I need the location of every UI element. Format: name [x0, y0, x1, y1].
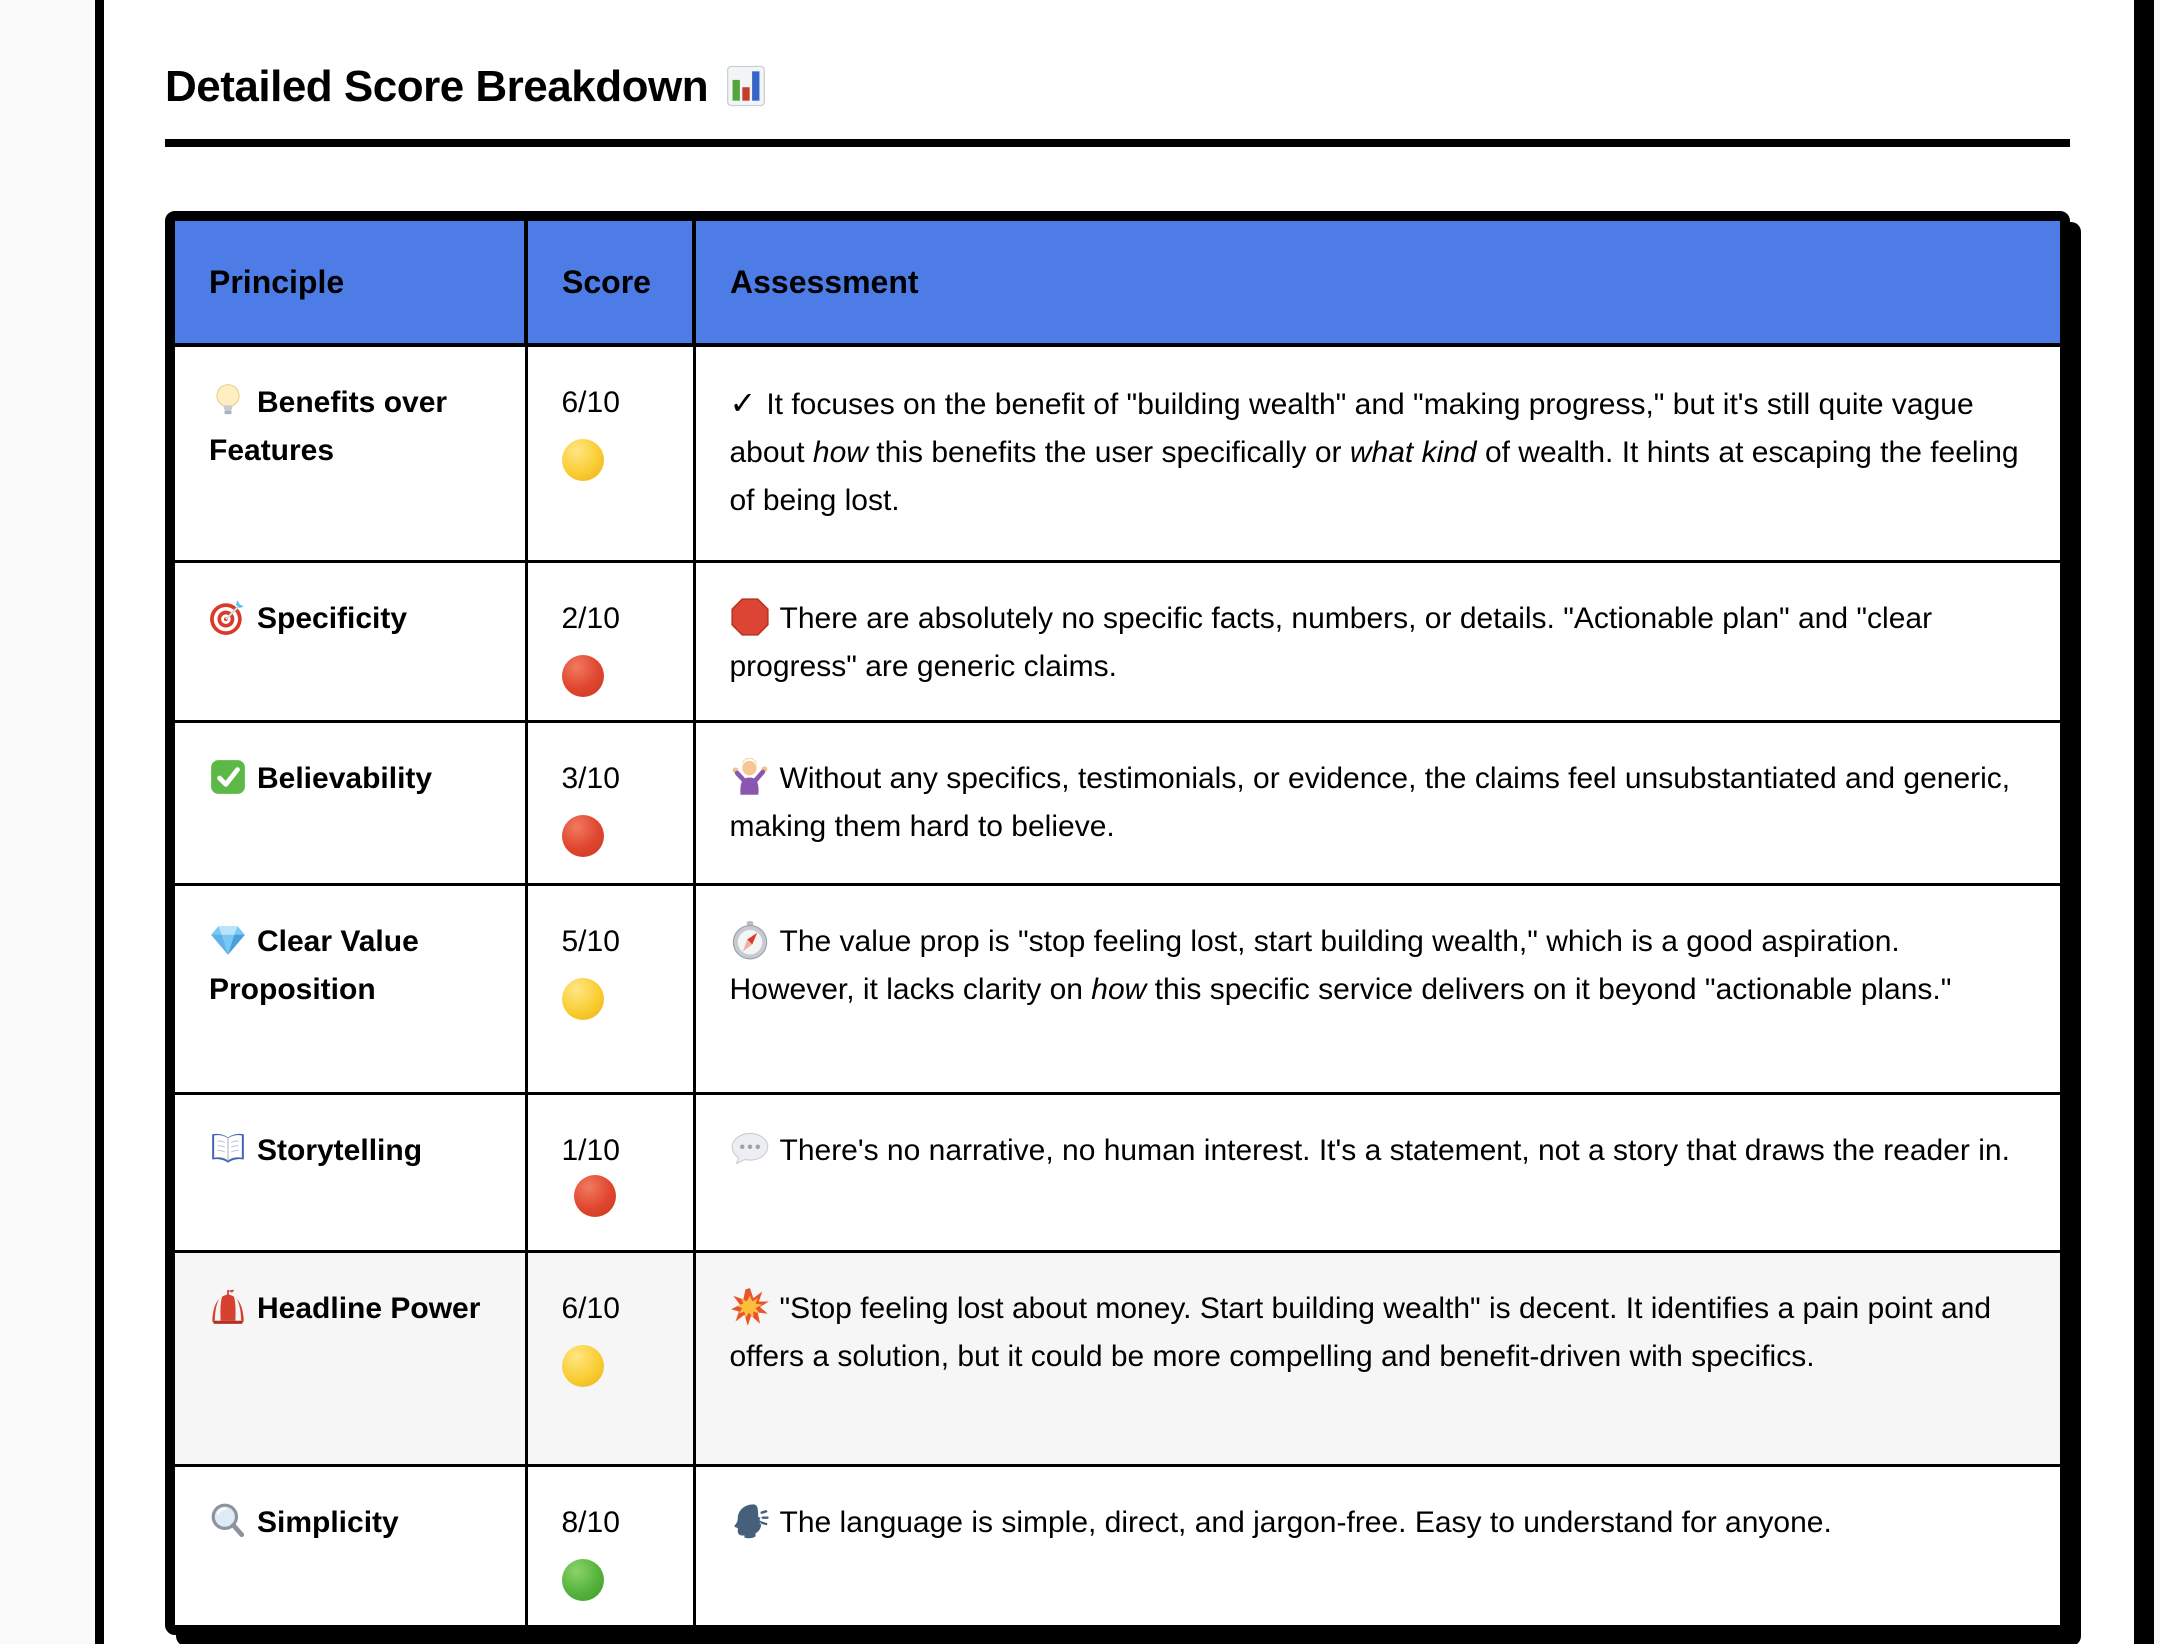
principle-cell: [175, 884, 526, 1093]
principle-label: Believability: [257, 761, 433, 795]
principle-label: Storytelling: [257, 1133, 423, 1167]
page-border-left: [95, 0, 104, 1644]
table-row: [175, 1465, 2060, 1625]
check-mark-icon: ✓: [729, 385, 757, 421]
table-header-row: [175, 221, 2060, 345]
right-gutter: [2154, 0, 2160, 1644]
principle-label: Benefits over Features: [209, 386, 448, 467]
assessment-text: The value prop is "stop feeling lost, start building wealth," which is a good aspiration. However, it lacks clarity on: [729, 924, 1900, 1006]
bar-chart-icon: [724, 62, 768, 111]
speaking-head-icon: [730, 1499, 770, 1547]
score-value: 2/10: [561, 601, 620, 635]
table-row: [175, 561, 2060, 721]
principle-label: Specificity: [257, 601, 408, 635]
red-circle-icon: [562, 655, 604, 697]
compass-icon: [730, 918, 770, 966]
page-title-text: Detailed Score Breakdown: [165, 62, 709, 111]
assessment-text: what kind: [1349, 436, 1477, 469]
assessment-cell: [694, 1465, 2060, 1625]
principle-label: Headline Power: [257, 1291, 481, 1325]
score-cell: [526, 884, 694, 1093]
yellow-circle-icon: [562, 439, 604, 481]
score-cell: [526, 345, 694, 561]
assessment-text: of wealth. It hints at escaping the feeling of being lost.: [729, 436, 2019, 517]
assessment-cell: [694, 561, 2060, 721]
assessment-cell: [694, 1251, 2060, 1465]
assessment-text: There are absolutely no specific facts, numbers, or details. "Actionable plan" and "clear progress" are generic claims.: [729, 601, 1933, 683]
principle-cell: [175, 1251, 526, 1465]
table-row: [175, 1093, 2060, 1251]
open-book-icon: [209, 1127, 247, 1175]
table-row: [175, 884, 2060, 1093]
score-cell: [526, 1465, 694, 1625]
assessment-cell: [694, 884, 2060, 1093]
principle-label: Clear Value Proposition: [209, 924, 419, 1006]
gem-icon: [209, 918, 247, 966]
principle-cell: [175, 1465, 526, 1625]
principle-cell: [175, 721, 526, 884]
assessment-text: There's no narrative, no human interest. It's a statement, not a story that draws the reader in.: [779, 1133, 2010, 1167]
score-cell: [526, 1251, 694, 1465]
light-bulb-icon: [209, 379, 247, 427]
title-divider: [165, 139, 2070, 147]
speech-balloon-icon: [730, 1127, 770, 1175]
red-circle-icon: [562, 815, 604, 857]
assessment-text: this specific service delivers on it beyond "actionable plans.": [1146, 972, 1952, 1006]
stop-sign-icon: [730, 595, 770, 643]
score-value: 6/10: [561, 1291, 620, 1325]
assessment-text: "Stop feeling lost about money. Start building wealth" is decent. It identifies a pain point and offers a solution, but it could be more compelling and benefit-driven with specifics.: [729, 1291, 1991, 1373]
column-header-principle: Principle: [175, 221, 526, 345]
green-circle-icon: [562, 1559, 604, 1601]
page-border-right: [2134, 0, 2154, 1644]
column-header-assessment: Assessment: [694, 221, 2060, 345]
score-value: 6/10: [561, 386, 620, 419]
table-row: [175, 721, 2060, 884]
collision-icon: [730, 1285, 770, 1333]
document-page: [104, 0, 2134, 1644]
principle-cell: [175, 345, 526, 561]
table-row: [175, 1251, 2060, 1465]
score-table: [165, 211, 2070, 1635]
principle-cell: [175, 1093, 526, 1251]
score-cell: [526, 721, 694, 884]
assessment-text: how: [1091, 972, 1147, 1006]
assessment-text: this benefits the user specifically or: [867, 436, 1350, 469]
circus-tent-icon: [209, 1285, 247, 1333]
principle-label: Simplicity: [257, 1505, 399, 1539]
score-cell: [526, 561, 694, 721]
person-shrug-icon: [730, 755, 770, 803]
score-value: 3/10: [561, 761, 620, 795]
left-gutter: [0, 0, 95, 1644]
magnifier-icon: [209, 1499, 247, 1547]
score-value: 1/10: [561, 1133, 620, 1167]
score-breakdown-table: [175, 221, 2060, 1625]
page-title: [165, 60, 768, 114]
assessment-cell: [694, 721, 2060, 884]
red-circle-icon: [574, 1175, 616, 1217]
score-value: 5/10: [561, 924, 620, 958]
column-header-score: Score: [526, 221, 694, 345]
assessment-text: how: [812, 436, 868, 469]
assessment-cell: [694, 345, 2060, 561]
assessment-text: The language is simple, direct, and jargon-free. Easy to understand for anyone.: [779, 1505, 1832, 1539]
principle-cell: [175, 561, 526, 721]
assessment-text: Without any specifics, testimonials, or evidence, the claims feel unsubstantiated and generic, making them hard to believe.: [729, 761, 2011, 843]
direct-hit-icon: [209, 595, 247, 643]
assessment-cell: [694, 1093, 2060, 1251]
score-value: 8/10: [561, 1505, 620, 1539]
score-cell: [526, 1093, 694, 1251]
check-box-icon: [209, 755, 247, 803]
yellow-circle-icon: [562, 978, 604, 1020]
table-row: [175, 345, 2060, 561]
assessment-text: It focuses on the benefit of "building wealth" and "making progress," but it's still quite vague about: [729, 388, 1974, 469]
yellow-circle-icon: [562, 1345, 604, 1387]
